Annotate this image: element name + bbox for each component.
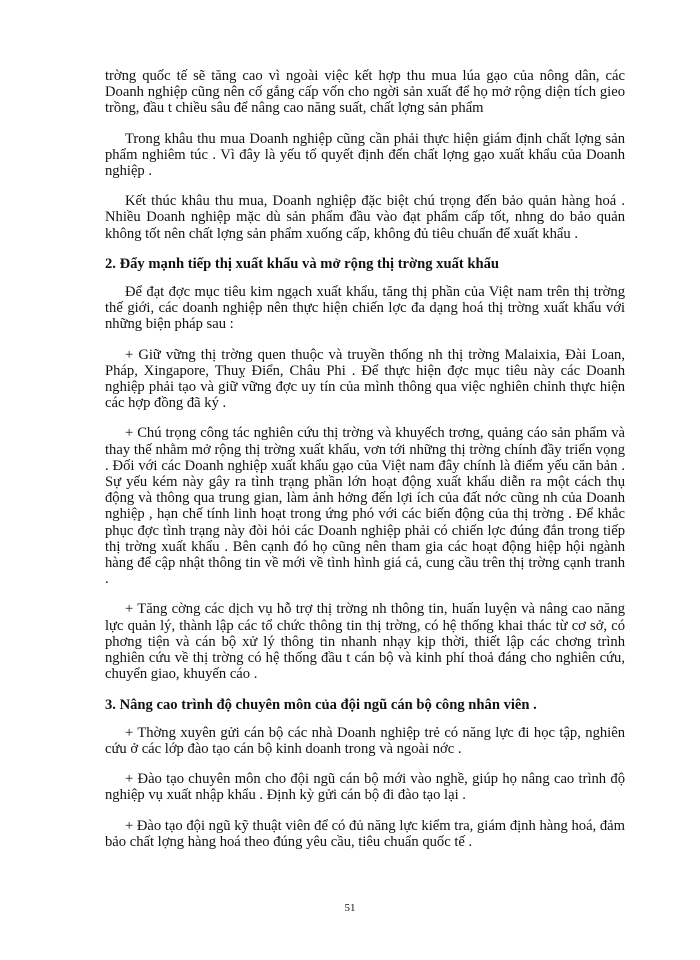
document-page — [105, 68, 625, 864]
page-number: 51 — [344, 902, 356, 914]
paragraph-training-abroad: + Thờng xuyên gửi cán bộ các nhà Doanh nghiệp trẻ có năng lực đi học tập, nghiên cứu ở các lớp đào tạo cán bộ kinh doanh trong và ngoài nớc . — [105, 724, 625, 757]
section-heading-2: 2. Đẩy mạnh tiếp thị xuất khẩu và mở rộng thị trờng xuất khẩu — [105, 255, 500, 272]
paragraph-training-new-staff: + Đào tạo chuyên môn cho đội ngũ cán bộ mới vào nghề, giúp họ nâng cao trình độ nghiệp vụ xuất nhập khẩu . Định kỳ gửi cán bộ đi đào tạo lại . — [105, 771, 625, 804]
paragraph-training-technicians: + Đào tạo đội ngũ kỹ thuật viên để có đủ năng lực kiểm tra, giám định hàng hoá, đảm bảo chất lợng hàng hoá theo đúng yêu cầu, tiêu chuẩn quốc tế . — [105, 817, 625, 850]
paragraph-market-research: + Chú trọng công tác nghiên cứu thị trờng và khuyếch trơng, quảng cáo sản phẩm và thay thế nhằm mở rộng thị trờng xuất khẩu, vơn tới những thị trờng chính đầy triển vọng . Đối với các Doanh nghiệp xuất khẩu gạo của Việt nam đây chính là điểm yếu căn bản . Sự yếu kém này gây ra tình trạng phần lớn hoạt động xuất khẩu diễn ra một cách thụ động và thông qua trung gian, làm ảnh hởng đến lợi ích của đất nớc cũng nh của Doanh nghiệp , hạn chế tính linh hoạt trong ứng phó với các biến động của thị trờng . Để khắc phục đợc tình trạng này đòi hỏi các Doanh nghiệp phải có chiến lợc đúng đắn trong tiếp thị trờng xuất khẩu . Bên cạnh đó họ cũng nên tham gia các hoạt động hiệp hội ngành hàng để cập nhật thông tin về mới về tình hình giá cả, cung cầu trên thị trờng cạnh tranh . — [105, 425, 625, 588]
section-heading-3: 3. Nâng cao trình độ chuyên môn của đội ngũ cán bộ công nhân viên . — [105, 696, 537, 713]
paragraph-keep-markets: + Giữ vững thị trờng quen thuộc và truyền thống nh thị trờng Malaixia, Đài Loan, Pháp, Xingapore, Thuỵ Điển, Châu Phi . Để thực hiện đợc mục tiêu này các Doanh nghiệp phải tạo và giữ vững đợc uy tín của mình thông qua việc nghiên chỉnh thực hiện các hợp đồng đã ký . — [105, 346, 625, 412]
paragraph-support-services: + Tăng cờng các dịch vụ hỗ trợ thị trờng nh thông tin, huấn luyện và nâng cao năng lực quản lý, thành lập các tổ chức thông tin thị trờng, có hệ thống khai thác từ cơ sở, có phơng tiện và cán bộ xử lý thông tin nhanh nhạy kịp thời, thiết lập các chơng trình nghiên cứu về thị trờng có hệ thống đầu t cán bộ và kinh phí thoả đáng cho nghiên cứu, chuyển giao, khuyến cáo . — [105, 601, 625, 683]
paragraph-storage: Kết thúc khâu thu mua, Doanh nghiệp đặc biệt chú trọng đến bảo quản hàng hoá . Nhiều Doanh nghiệp mặc dù sản phẩm đầu vào đạt phẩm cấp tốt, nhng do bảo quản không tốt nên chất lợng sản phẩm xuống cấp, không đủ tiêu chuẩn để xuất khẩu . — [105, 193, 625, 242]
paragraph-market-goal: Để đạt đợc mục tiêu kim ngạch xuất khẩu, tăng thị phần của Việt nam trên thị trờng thế giới, các doanh nghiệp nên thực hiện chiến lợc đa dạng hoá thị trờng xuất khẩu với những biện pháp sau : — [105, 284, 625, 333]
paragraph-continuation: trờng quốc tế sẽ tăng cao vì ngoài việc kết hợp thu mua lúa gạo của nông dân, các Doanh nghiệp cũng nên cố gắng cấp vốn cho ngời sản xuất để họ mở rộng diện tích gieo trồng, đầu t chiều sâu để nâng cao năng suất, chất lợng sản phẩm — [105, 68, 625, 117]
paragraph-quality-inspection: Trong khâu thu mua Doanh nghiệp cũng cần phải thực hiện giám định chất lợng sản phẩm nghiêm túc . Vì đây là yếu tố quyết định đến chất lợng gạo xuất khẩu của Doanh nghiệp . — [105, 130, 625, 180]
